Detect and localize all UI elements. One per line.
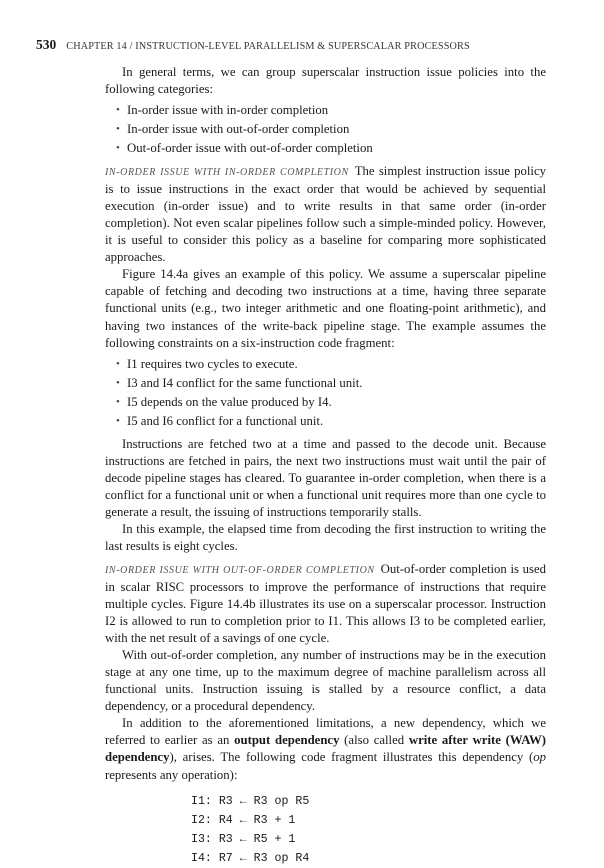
category-list bbox=[105, 102, 546, 157]
bullet-icon: • bbox=[116, 123, 120, 136]
list-item: • I5 depends on the value produced by I4. bbox=[116, 394, 332, 409]
code-line: I2: R4 ← R3 + 1 bbox=[191, 813, 296, 827]
constraint-list bbox=[105, 356, 546, 430]
section2-paragraph-2: With out-of-order completion, any number of instructions may be in the execution stage at any one time, up to the maximum degree of machine parallelism across all functional units. Instruction issuing is stalled by a resource conflict, a data dependency, or a procedural dependency. bbox=[105, 648, 546, 714]
term-output-dependency: output dependency bbox=[234, 733, 340, 748]
bullet-icon: • bbox=[116, 395, 120, 408]
running-header bbox=[36, 37, 470, 55]
code-line: I3: R3 ← R5 + 1 bbox=[191, 832, 296, 846]
section1-paragraph-2: Figure 14.4a gives an example of this policy. We assume a superscalar pipeline capable of fetching and decoding two instructions at a time, having three separate functional units (e.g., two integer arithmetic and one floating-point arithmetic), and having two instances of the write-back pipeline stage. The example assumes the following constraints on a six-instruction code fragment: bbox=[105, 267, 546, 350]
section2-heading: IN-ORDER ISSUE WITH OUT-OF-ORDER COMPLETION bbox=[105, 564, 375, 576]
section1-paragraph-4: In this example, the elapsed time from decoding the first instruction to writing the last results is eight cycles. bbox=[105, 521, 546, 553]
section2-paragraph: IN-ORDER ISSUE WITH OUT-OF-ORDER COMPLETION Out-of-order completion is used in scalar RISC processors to improve the performance of instructions that require multiple cycles. Figure 14.4b illustrates its use on a superscalar processor. Instruction I2 is allowed to run to completion prior to I1. This allows I3 to be completed earlier, with the net result of a savings of one cycle. bbox=[105, 561, 546, 646]
list-item: • I5 and I6 conflict for a functional unit. bbox=[116, 413, 324, 428]
code-line: I4: R7 ← R3 op R4 bbox=[191, 851, 310, 865]
list-item: • Out-of-order issue with out-of-order completion bbox=[116, 141, 373, 156]
running-title: CHAPTER 14 / INSTRUCTION-LEVEL PARALLELISM & SUPERSCALAR PROCESSORS bbox=[66, 41, 470, 52]
list-item: • I1 requires two cycles to execute. bbox=[116, 356, 298, 371]
term-op: op bbox=[533, 750, 546, 765]
bullet-icon: • bbox=[116, 376, 120, 389]
list-item: • In-order issue with out-of-order completion bbox=[116, 122, 350, 137]
page-number: 530 bbox=[36, 37, 57, 52]
intro-paragraph: In general terms, we can group superscalar instruction issue policies into the following categories: bbox=[105, 65, 546, 97]
code-line: I1: R3 ← R3 op R5 bbox=[191, 794, 310, 808]
bullet-icon: • bbox=[116, 357, 120, 370]
section2-paragraph-3: In addition to the aforementioned limitations, a new dependency, which we referred to earlier as an output dependency (also called write after write (WAW) dependency), arises. The following code fragment illustrates this dependency (op represents any operation): bbox=[105, 716, 546, 782]
bullet-icon: • bbox=[116, 414, 120, 427]
body-text bbox=[105, 64, 546, 868]
bullet-icon: • bbox=[116, 142, 120, 155]
section1-paragraph: IN-ORDER ISSUE WITH IN-ORDER COMPLETION The simplest instruction issue policy is to issue instructions in the exact order that would be achieved by sequential execution (in-order issue) and to write results in that same order (in-order completion). Not even scalar pipelines follow such a simple-minded policy. However, it is useful to consider this policy as a baseline for comparing more sophisticated approaches. bbox=[105, 164, 546, 265]
bullet-icon: • bbox=[116, 104, 120, 117]
list-item: • In-order issue with in-order completion bbox=[116, 103, 329, 118]
list-item: • I3 and I4 conflict for the same functional unit. bbox=[116, 375, 363, 390]
section1-paragraph-3: Instructions are fetched two at a time and passed to the decode unit. Because instructions are fetched in pairs, the next two instructions must wait until the pair of decode pipeline stages has cleared. To guarantee in-order completion, when there is a conflict for a functional unit or when a functional unit requires more than one cycle to generate a result, the issuing of instructions temporarily stalls. bbox=[105, 436, 546, 519]
section1-heading: IN-ORDER ISSUE WITH IN-ORDER COMPLETION bbox=[105, 167, 349, 179]
term-waw-dependency: write after write (WAW) dependency bbox=[105, 733, 546, 765]
code-fragment bbox=[191, 792, 546, 868]
